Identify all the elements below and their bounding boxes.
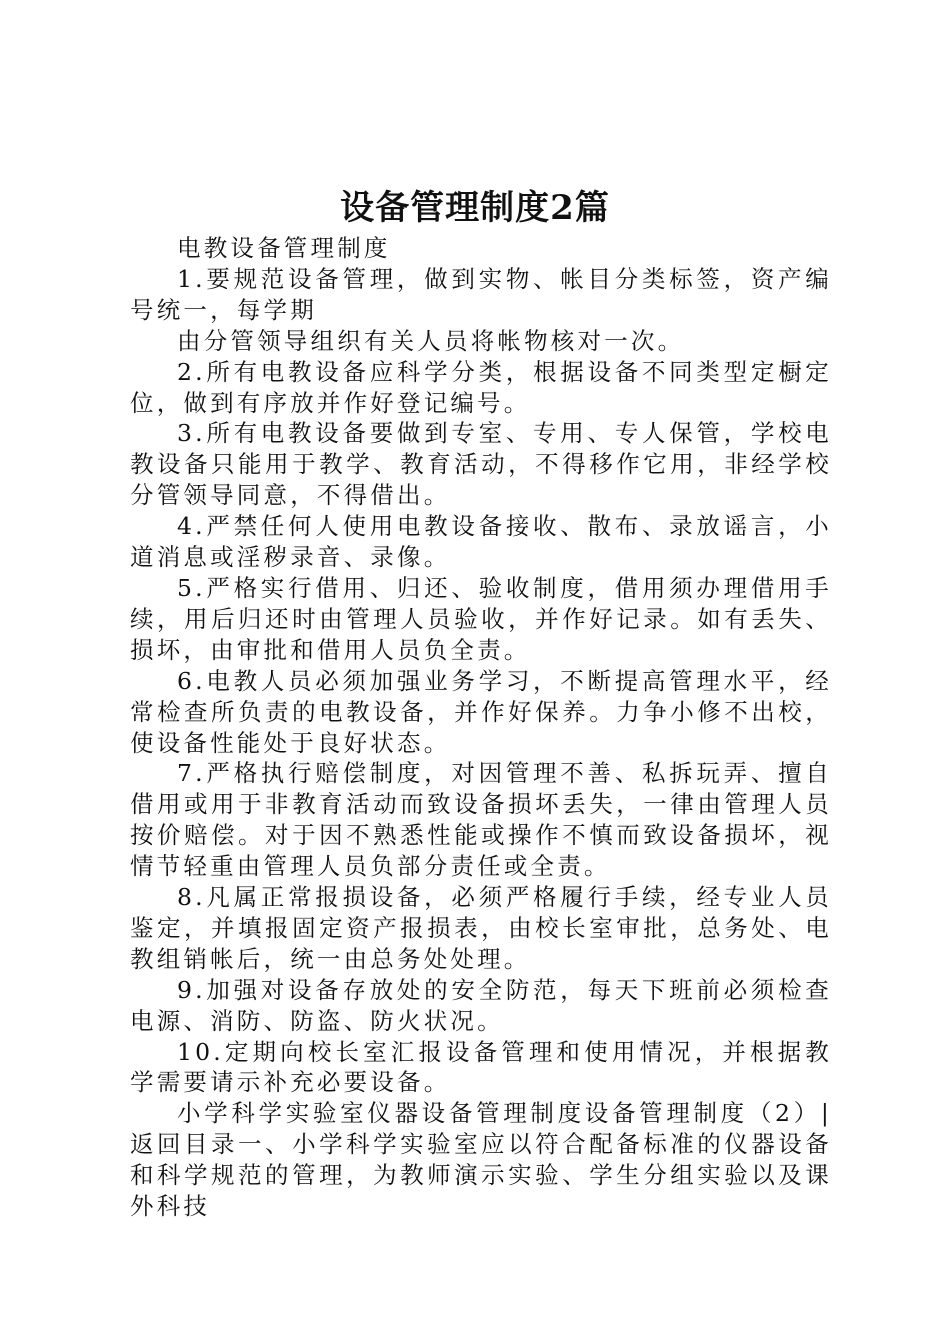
document-title: 设备管理制度2篇	[340, 188, 610, 228]
document-body	[130, 233, 832, 1222]
paragraph-rule-1: 1.要规范设备管理，做到实物、帐目分类标签，资产编号统一，每学期	[130, 264, 832, 324]
paragraph-rule-10: 10.定期向校长室汇报设备管理和使用情况，并根据教学需要请示补充必要设备。	[130, 1037, 832, 1097]
paragraph-rule-1-continued: 由分管领导组织有关人员将帐物核对一次。	[177, 326, 685, 355]
paragraph-rule-6: 6.电教人员必须加强业务学习，不断提高管理水平，经常检查所负责的电教设备，并作好保养。力争小修不出校，使设备性能处于良好状态。	[130, 666, 832, 757]
paragraph-rule-8: 8.凡属正常报损设备，必须严格履行手续，经专业人员鉴定，并填报固定资产报损表，由校长室审批，总务处、电教组销帐后，统一由总务处处理。	[130, 883, 832, 973]
paragraph-rule-3: 3.所有电教设备要做到专室、专用、专人保管，学校电教设备只能用于教学、教育活动，不得移作它用，非经学校分管领导同意，不得借出。	[130, 419, 832, 510]
paragraph-rule-9: 9.加强对设备存放处的安全防范，每天下班前必须检查电源、消防、防盗、防火状况。	[130, 975, 832, 1035]
paragraph-rule-5: 5.严格实行借用、归还、验收制度，借用须办理借用手续，用后归还时由管理人员验收，并作好记录。如有丢失、损坏，由审批和借用人员负全责。	[130, 573, 832, 664]
paragraph-rule-4: 4.严禁任何人使用电教设备接收、散布、录放谣言，小道消息或淫秽录音、录像。	[130, 512, 832, 572]
section-heading: 电教设备管理制度	[177, 234, 391, 262]
paragraph-rule-2: 2.所有电教设备应科学分类，根据设备不同类型定橱定位，做到有序放并作好登记编号。	[130, 357, 832, 417]
paragraph-rule-7: 7.严格执行赔偿制度，对因管理不善、私拆玩弄、擅自借用或用于非教育活动而致设备损坏丢失，一律由管理人员按价赔偿。对于因不熟悉性能或操作不慎而致设备损坏，视情节轻重由管理人员负部分责任或全责。	[130, 759, 832, 881]
paragraph-second-document: 小学科学实验室仪器设备管理制度设备管理制度（2）|返回目录一、小学科学实验室应以符合配备标准的仪器设备和科学规范的管理，为教师演示实验、学生分组实验以及课外科技	[130, 1099, 832, 1221]
